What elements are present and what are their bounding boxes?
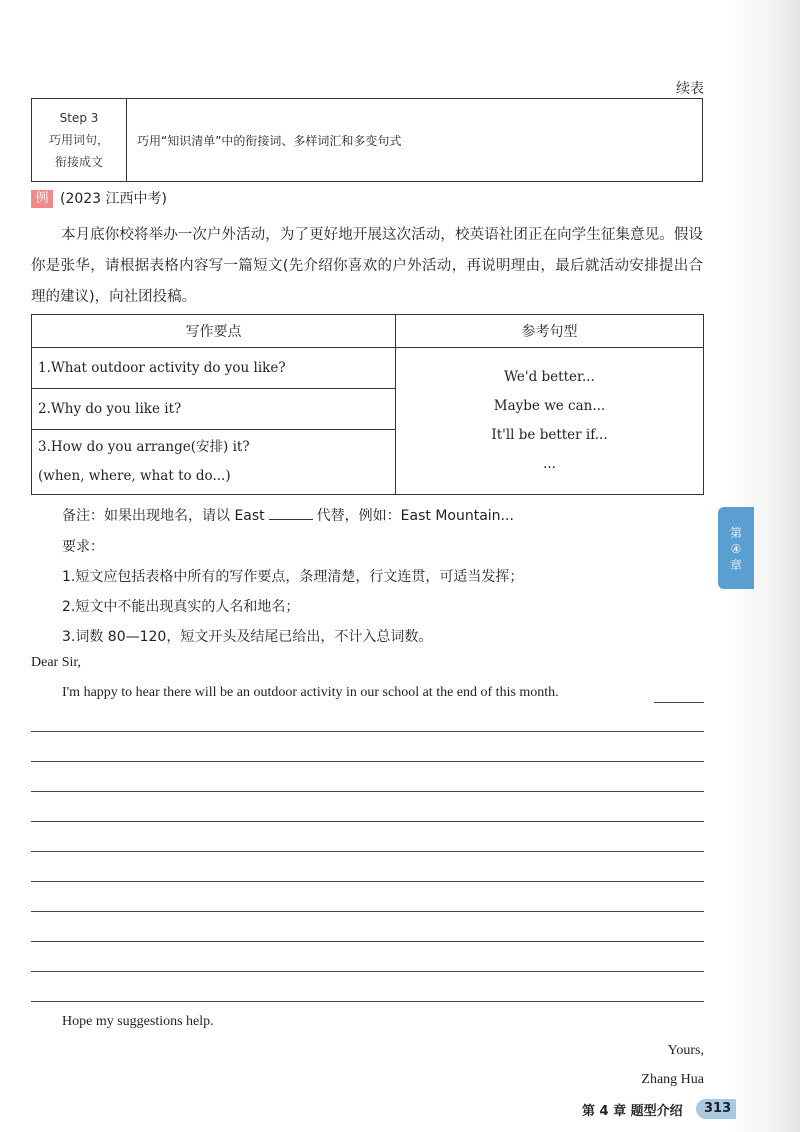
letter-signoff: Yours, (667, 1043, 704, 1058)
sentence-3: It'll be better if... (491, 427, 608, 443)
step-content: 巧用“知识清单”中的衔接词、多样词汇和多变句式 (127, 99, 703, 182)
example-badge: 例 (31, 190, 53, 208)
remark-after: 代替，例如：East Mountain... (316, 508, 514, 524)
point-3: 3.How do you arrange(安排) it? (38, 439, 250, 455)
requirement-2: 2.短文中不能出现真实的人名和地名； (62, 599, 300, 615)
letter-greeting: Dear Sir, (31, 655, 81, 670)
letter-opening: I'm happy to hear there will be an outdoor activity in our school at the end of this month. (62, 685, 559, 700)
requirements-table (31, 314, 704, 495)
writing-line[interactable] (31, 1001, 704, 1002)
chapter-tab-line1: 第 (729, 526, 742, 540)
writing-line[interactable] (31, 911, 704, 912)
step-name-line1: 巧用词句， (48, 133, 109, 147)
point-3-detail: (when, where, what to do...) (38, 468, 231, 484)
chapter-tab-line2: ④ (730, 542, 742, 556)
step-table (31, 98, 703, 182)
step-label: Step 3 (59, 111, 99, 125)
remark (62, 505, 514, 525)
remark-blank (269, 505, 313, 520)
chapter-side-tab (718, 507, 754, 589)
continued-label: 续表 (676, 81, 704, 97)
requirements-title: 要求： (62, 539, 104, 555)
example-prompt: 本月底你校将举办一次户外活动，为了更好地开展这次活动，校英语社团正在向学生征集意见。假设你是张华，请根据表格内容写一篇短文(先介绍你喜欢的户外活动，再说明理由，最后就活动安排提出合理的建议)，向社团投稿。 (31, 227, 703, 305)
writing-line-start[interactable] (654, 702, 704, 703)
sentence-2: Maybe we can... (493, 398, 606, 414)
step-name-line2: 衔接成文 (54, 155, 103, 169)
writing-line[interactable] (31, 761, 704, 762)
point-3-cell (32, 430, 396, 495)
point-1: 1.What outdoor activity do you like? (32, 348, 396, 389)
letter-name: Zhang Hua (641, 1072, 704, 1087)
writing-line[interactable] (31, 941, 704, 942)
point-2: 2.Why do you like it? (32, 389, 396, 430)
writing-line[interactable] (31, 791, 704, 792)
writing-line[interactable] (31, 731, 704, 732)
footer-chapter-title: 第 4 章 题型介绍 (582, 1104, 683, 1119)
remark-before: 备注：如果出现地名，请以 East (62, 508, 265, 524)
reference-sentences (396, 348, 704, 495)
example-source: (2023 江西中考) (60, 191, 168, 207)
sentence-4: ... (543, 456, 556, 472)
writing-line[interactable] (31, 881, 704, 882)
page-number: 313 (696, 1099, 736, 1119)
col-header-sentences: 参考句型 (396, 315, 704, 348)
requirement-1: 1.短文应包括表格中所有的写作要点，条理清楚，行文连贯，可适当发挥； (62, 569, 524, 585)
sentence-1: We'd better... (504, 369, 595, 385)
chapter-tab-line3: 章 (729, 558, 742, 572)
col-header-points: 写作要点 (32, 315, 396, 348)
writing-line[interactable] (31, 821, 704, 822)
letter-closing: Hope my suggestions help. (62, 1014, 214, 1029)
requirement-3: 3.词数 80—120，短文开头及结尾已给出，不计入总词数。 (62, 629, 433, 645)
step-cell (32, 99, 127, 182)
writing-line[interactable] (31, 851, 704, 852)
writing-line[interactable] (31, 971, 704, 972)
